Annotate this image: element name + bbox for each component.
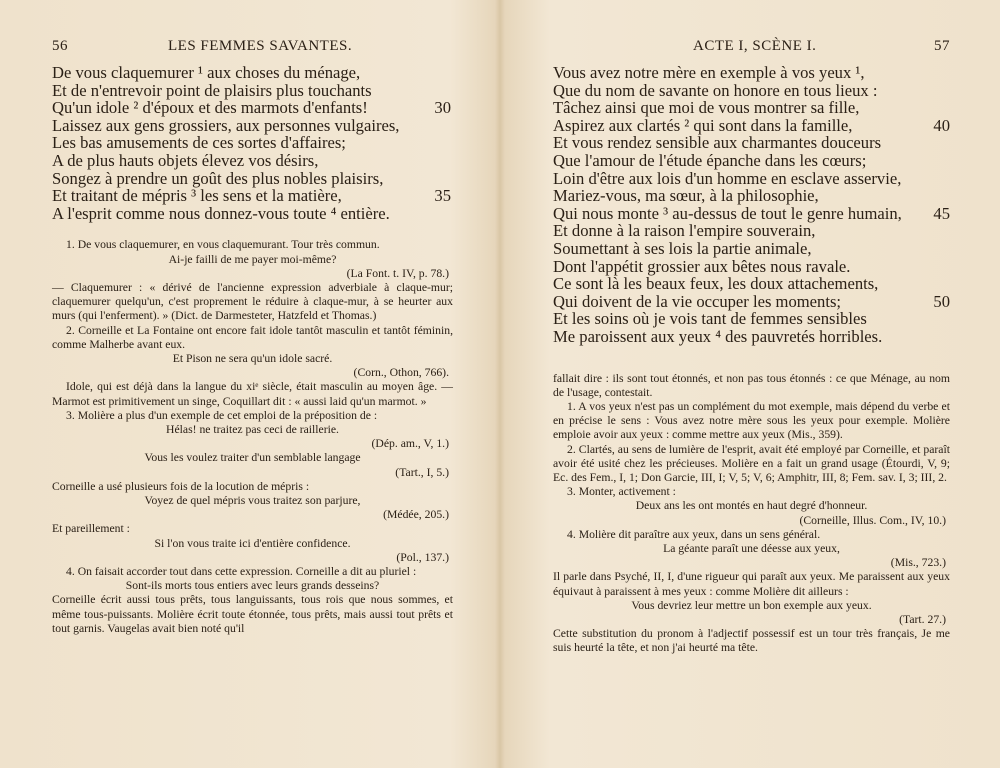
verse-line	[553, 99, 950, 117]
right-page-header	[553, 38, 950, 64]
verse-line	[553, 258, 950, 276]
footnote: 2. Corneille et La Fontaine ont encore fait idole tantôt masculin et tantôt féminin, comme Malherbe avant eux.	[52, 323, 453, 351]
footnote: 4. Molière dit paraître aux yeux, dans un sens général.	[567, 527, 821, 541]
verse-text: Les bas amusements de ces sortes d'affaires;	[52, 133, 346, 153]
footnotes	[553, 372, 950, 656]
verse-line	[553, 64, 950, 82]
verse-line	[553, 293, 950, 311]
verse-text: Mariez-vous, ma sœur, à la philosophie,	[553, 186, 819, 206]
footnote: Idole, qui est déjà dans la langue du xiᵉ siècle, était masculin au moyen âge. — Marmot est primitivement un singe, Coquillart dit : « aussi laid qu'un marmot. »	[52, 380, 453, 408]
verse-block	[553, 64, 950, 346]
citation: (Pol., 137.)	[396, 550, 449, 564]
verse-line	[52, 170, 453, 188]
footnotes	[52, 238, 453, 636]
footnote: Corneille a usé plusieurs fois de la locution de mépris :	[52, 479, 310, 493]
verse-text: Et traitant de mépris ³ les sens et la matière,	[52, 186, 342, 206]
verse-block	[52, 64, 453, 222]
right-page	[503, 0, 1000, 768]
quote: La géante paraît une déesse aux yeux,	[663, 541, 840, 555]
verse-line	[553, 328, 950, 346]
line-number: 50	[933, 291, 950, 311]
verse-line	[553, 152, 950, 170]
verse-text: Et les soins où je vois tant de femmes sensibles	[553, 309, 867, 329]
verse-line	[52, 152, 453, 170]
verse-line	[52, 64, 453, 82]
verse-text: Et de n'entrevoir point de plaisirs plus touchants	[52, 80, 372, 100]
quote: Sont-ils morts tous entiers avec leurs grands desseins?	[125, 579, 380, 593]
verse-text: De vous claquemurer ¹ aux choses du ménage,	[52, 63, 361, 82]
verse-line	[52, 205, 453, 223]
verse-line	[553, 205, 950, 223]
verse-line	[553, 170, 950, 188]
verse-text: Laissez aux gens grossiers, aux personnes vulgaires,	[52, 115, 400, 135]
quote: Si l'on vous traite ici d'entière confidence.	[154, 536, 351, 550]
footnote: Il parle dans Psyché, II, I, d'une rigueur qui paraît aux yeux. Me paraissent aux yeux équivaut à paraissent à mes yeux : comme Molière dit ailleurs :	[553, 570, 950, 598]
verse-text: A l'esprit comme nous donnez-vous toute ⁴ entière.	[52, 203, 390, 223]
verse-line	[553, 240, 950, 258]
footnote: 3. Monter, activement :	[567, 485, 676, 499]
verse-text: Soumettant à ses lois la partie animale,	[553, 238, 812, 258]
footnote: 4. On faisait accorder tout dans cette expression. Corneille a dit au pluriel :	[66, 565, 417, 579]
verse-text: Songez à prendre un goût des plus nobles plaisirs,	[52, 168, 384, 188]
citation: (Dép. am., V, 1.)	[371, 437, 449, 451]
verse-text: Aspirez aux clartés ² qui sont dans la famille,	[553, 115, 853, 135]
verse-text: Ce sont là les beaux feux, les doux attachements,	[553, 274, 879, 294]
verse-text: Et vous rendez sensible aux charmantes douceurs	[553, 133, 882, 153]
footnote: 1. De vous claquemurer, en vous claquemurant. Tour très commun.	[66, 238, 380, 252]
page-number: 57	[934, 38, 950, 54]
verse-line	[553, 187, 950, 205]
quote: Voyez de quel mépris vous traitez son parjure,	[144, 494, 361, 507]
verse-text: Vous avez notre mère en exemple à vos yeux ¹,	[553, 63, 865, 82]
citation: (Corneille, Illus. Com., IV, 10.)	[799, 513, 946, 527]
footnote: 1. A vos yeux n'est pas un complément du mot exemple, mais dépend du verbe et en précise le sens : Vous avez notre mère sous les yeux pour exemple. Molière emploie avoir aux yeux : comme mettre aux yeux (Mis., 359).	[553, 399, 950, 442]
page-number: 56	[52, 38, 68, 54]
left-page-header	[52, 38, 453, 64]
line-number: 35	[434, 186, 451, 206]
verse-text: A de plus hauts objets élevez vos désirs,	[52, 150, 319, 170]
verse-line	[52, 187, 453, 205]
verse-line	[553, 275, 950, 293]
line-number: 30	[434, 98, 451, 118]
verse-line	[553, 222, 950, 240]
citation: (Corn., Othon, 766).	[353, 366, 449, 380]
verse-text: Qui doivent de la vie occuper les moments;	[553, 291, 842, 311]
left-page	[0, 0, 497, 768]
verse-text: Loin d'être aux lois d'un homme en esclave asservie,	[553, 168, 902, 188]
quote: Vous devriez leur mettre un bon exemple aux yeux.	[631, 598, 872, 612]
verse-line	[553, 134, 950, 152]
verse-text: Et donne à la raison l'empire souverain,	[553, 221, 816, 241]
footnote: Et pareillement :	[52, 522, 130, 536]
quote: Deux ans les ont montés en haut degré d'honneur.	[635, 499, 868, 513]
footnote: 2. Clartés, au sens de lumière de l'esprit, avait été employé par Corneille, et paraît avoir été usité chez les précieuses. Molière en a fait un grand usage (Étourdi, V, 9; Ec. des Fem., I, 1; Don Garcie, III, I; V, 5; V, 6; Amphitr, III, 8; Fem. sav. I, 3; III, 2.	[553, 442, 950, 484]
footnote: 3. Molière a plus d'un exemple de cet emploi de la préposition de :	[66, 408, 378, 422]
citation: (Tart. 27.)	[899, 612, 946, 626]
line-number: 40	[933, 115, 950, 135]
running-title: ACTE I, SCÈNE I.	[693, 38, 817, 54]
verse-text: Dont l'appétit grossier aux bêtes nous ravale.	[553, 256, 851, 276]
footnote: fallait dire : ils sont tout étonnés, et non pas tous étonnés : ce que Ménage, au nom de l'usage, contestait.	[553, 371, 950, 399]
verse-text: Que l'amour de l'étude épanche dans les cœurs;	[553, 150, 867, 170]
footnote: Cette substitution du pronom à l'adjectif possessif est un tour très français, Je me suis heurté la tête, et non j'ai heurté ma tête.	[553, 627, 950, 655]
verse-line	[553, 82, 950, 100]
footnote: — Claquemurer : « dérivé de l'ancienne expression adverbiale à claque-mur; claquemurer quelqu'un, c'est proprement le réduire à claque-mur, à se heurter aux murs (qui l'enferment). » (Dict. de Darmesteter, Hatzfeld et Thomas.)	[52, 280, 453, 323]
verse-text: Me paroissent aux yeux ⁴ des pauvretés horribles.	[553, 326, 883, 346]
verse-line	[553, 117, 950, 135]
verse-line	[52, 82, 453, 100]
quote: Et Pison ne sera qu'un idole sacré.	[172, 351, 333, 365]
verse-text: Qu'un idole ² d'époux et des marmots d'enfants!	[52, 98, 368, 118]
line-number: 45	[933, 203, 950, 223]
verse-line	[553, 310, 950, 328]
running-title: LES FEMMES SAVANTES.	[168, 38, 353, 54]
verse-line	[52, 99, 453, 117]
verse-text: Tâchez ainsi que moi de vous montrer sa fille,	[553, 98, 860, 118]
citation: (Mis., 723.)	[890, 556, 946, 570]
verse-line	[52, 117, 453, 135]
quote: Hélas! ne traitez pas ceci de raillerie.	[166, 422, 339, 436]
citation: (La Font. t. IV, p. 78.)	[346, 266, 449, 280]
citation: (Médée, 205.)	[383, 508, 449, 522]
quote: Vous les voulez traiter d'un semblable langage	[144, 451, 361, 465]
citation: (Tart., I, 5.)	[395, 465, 449, 479]
verse-text: Que du nom de savante on honore en tous lieux :	[553, 80, 878, 100]
quote: Ai-je failli de me payer moi-même?	[168, 252, 337, 266]
footnote: Corneille écrit aussi tous prêts, tous languissants, tous rois que nous sommes, et même tous-puissants. Molière écrit toute étonnée, tous prêts, mais aussi tout prêts et tout garnis. Vaugelas avait bien noté qu'il	[52, 593, 453, 635]
verse-text: Qui nous monte ³ au-dessus de tout le genre humain,	[553, 203, 902, 223]
verse-line	[52, 134, 453, 152]
